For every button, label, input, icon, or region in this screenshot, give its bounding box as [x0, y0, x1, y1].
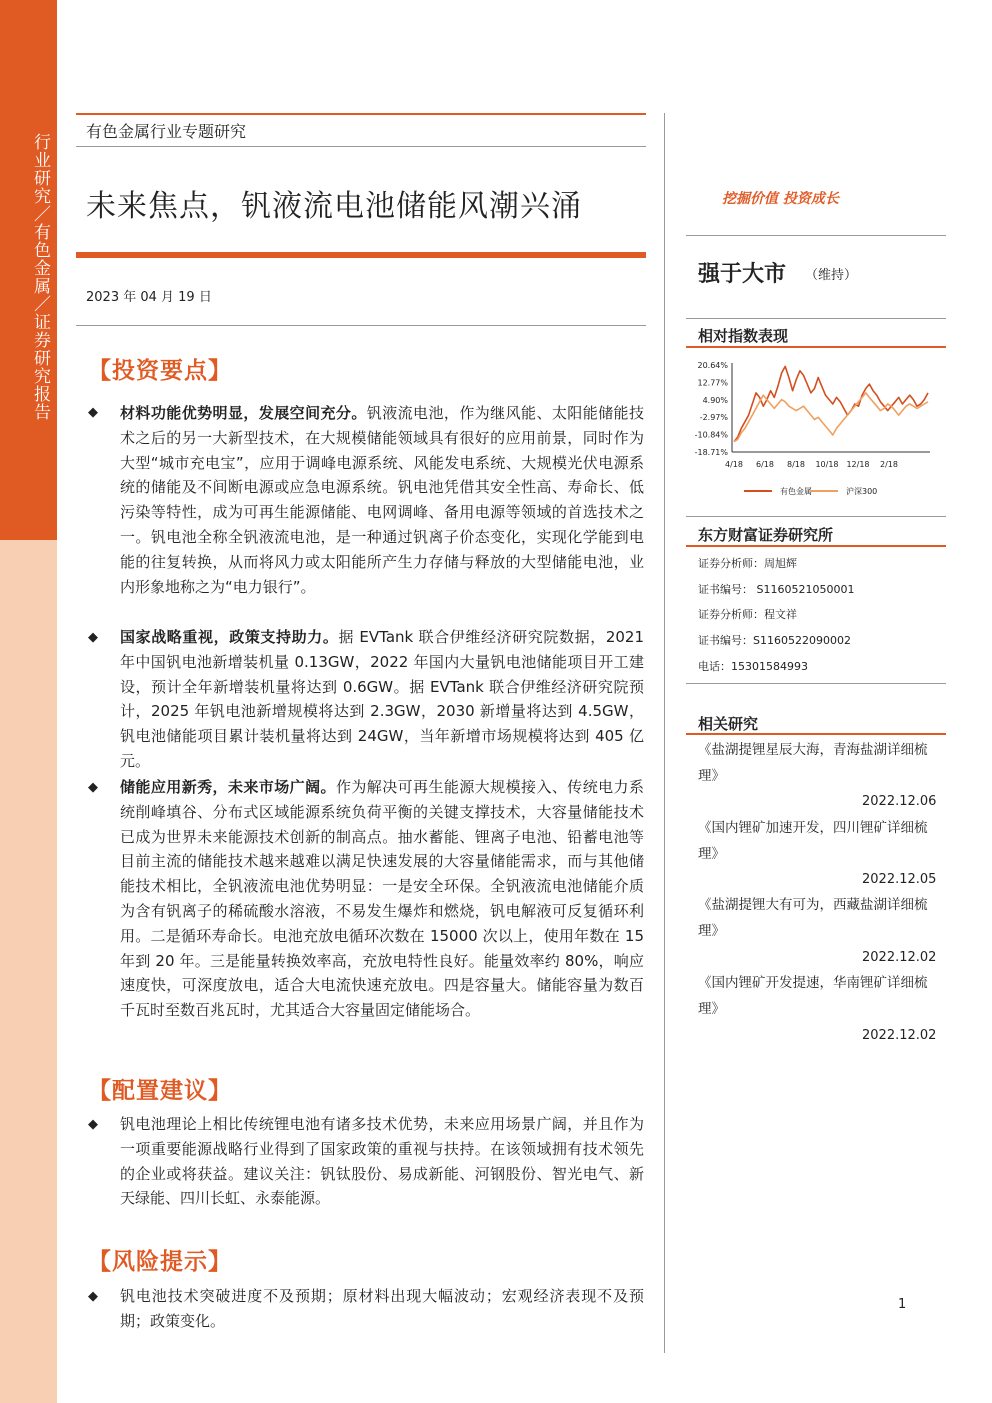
x-tick-label: 12/18 [846, 460, 870, 469]
related-date-4: 2022.12.02 [862, 1028, 937, 1043]
sidebar-label: 行业研究／有色金属／证券研究报告 [30, 133, 50, 421]
related-item-1[interactable]: 《盐湖提锂星辰大海，青海盐湖详细梳理》 [698, 742, 928, 784]
category-rule [76, 146, 646, 147]
date-rule [76, 325, 646, 326]
point-1-lead: 材料功能优势明显，发展空间充分。 [120, 404, 367, 422]
section-risk-title: 【风险提示】 [88, 1249, 232, 1275]
chart-bottom-rule [686, 516, 946, 517]
certificate-1: 证书编号： S1160521050001 [698, 583, 855, 596]
related-item-3[interactable]: 《盐湖提锂大有可为，西藏盐湖详细梳理》 [698, 897, 928, 939]
column-divider [664, 113, 665, 1353]
series-line-2 [734, 393, 928, 442]
related-date-3: 2022.12.02 [862, 950, 937, 965]
point-1-text: 钒液流电池，作为继风能、太阳能储能技术之后的另一大新型技术，在大规模储能领域具有很好的应用前景，同时作为大型“城市充电宝”，应用于调峰电源系统、风能发电系统、大规模光伏电源系统的储能及不间断电源或应急电源系统。钒电池凭借其安全性高、寿命长、低污染等特性，成为可再生能源储能、电网调峰、备用电源等领域的首选技术之一。钒电池全称全钒液流电池，是一种通过钒离子价态变化，实现化学能到电能的往复转换，从而将风力或太阳能所产生力存储与释放的大型储能电池，业内形象地称之为“电力银行”。 [120, 404, 644, 596]
y-tick-label: 12.77% [697, 378, 728, 388]
related-date-2: 2022.12.05 [862, 872, 937, 887]
point-1 [120, 401, 644, 599]
section-investment-title: 【投资要点】 [88, 358, 232, 384]
related-item-4[interactable]: 《国内锂矿开发提速，华南锂矿详细梳理》 [698, 975, 928, 1017]
x-tick-label: 10/18 [815, 460, 839, 469]
phone: 电话：15301584993 [698, 660, 808, 673]
section-allocation-title: 【配置建议】 [88, 1078, 232, 1104]
series-line-1 [734, 366, 928, 441]
bullet-icon: ◆ [88, 1117, 98, 1132]
y-tick-label: -10.84% [694, 430, 728, 440]
report-category: 有色金属行业专题研究 [86, 122, 247, 141]
x-tick-label: 2/18 [880, 460, 898, 469]
bullet-icon: ◆ [88, 405, 98, 420]
x-tick-label: 6/18 [756, 460, 774, 469]
related-title: 相关研究 [698, 715, 759, 733]
x-tick-label: 8/18 [787, 460, 805, 469]
chart-legend [744, 486, 877, 496]
sidebar-band-bottom [0, 540, 57, 1403]
point-2 [120, 625, 644, 774]
y-tick-label: 4.90% [702, 395, 728, 405]
x-tick-label: 4/18 [725, 460, 743, 469]
risk-text: 钒电池技术突破进度不及预期；原材料出现大幅波动；宏观经济表现不及预期；政策变化。 [120, 1287, 644, 1330]
page-number: 1 [898, 1297, 907, 1312]
related-item-2[interactable]: 《国内锂矿加速开发，四川锂矿详细梳理》 [698, 820, 928, 862]
relative-index-chart [686, 352, 946, 507]
institute-bottom-rule [686, 683, 946, 684]
rating-rule [686, 318, 946, 319]
point-3-lead: 储能应用新秀，未来市场广阔。 [120, 778, 336, 796]
header-top-rule [76, 113, 646, 115]
institute-head-rule [686, 545, 946, 547]
analyst-2: 证券分析师：程文祥 [698, 608, 797, 621]
bullet-icon: ◆ [88, 780, 98, 795]
report-date: 2023 年 04 月 19 日 [86, 290, 212, 305]
certificate-2: 证书编号：S1160522090002 [698, 634, 851, 647]
allocation-text: 钒电池理论上相比传统锂电池有诸多技术优势，未来应用场景广阔，并且作为一项重要能源战略行业得到了国家政策的重视与扶持。在该领域拥有技术领先的企业或将获益。建议关注：钒钛股份、易成新能、河钢股份、智光电气、新天绿能、四川长虹、永泰能源。 [120, 1115, 644, 1208]
point-2-lead: 国家战略重视，政策支持助力。 [120, 628, 339, 646]
chart-lines [734, 366, 928, 441]
chart-axes [695, 361, 930, 469]
point-3 [120, 775, 644, 1023]
institute-name: 东方财富证券研究所 [698, 526, 834, 544]
legend-label-2: 沪深300 [846, 487, 878, 496]
bullet-icon: ◆ [88, 630, 98, 645]
rating-sub: （维持） [805, 268, 858, 283]
point-2-text: 据 EVTank 联合伊维经济研究院数据，2021 年中国钒电池新增装机量 0.13GW，2022 年国内大量钒电池储能项目开工建设，预计全年新增装机量将达到 0.6GW。据 EVTank 联合伊维经济研究院预计，2025 年钒电池新增规模将达到 2.3GW，2030 新增量将达到 4.5GW，钒电池储能项目累计装机量将达到 24GW，当年新增市场规模将达到 405 亿元。 [120, 628, 644, 770]
title-rule [76, 252, 646, 258]
bullet-icon: ◆ [88, 1289, 98, 1304]
slogan-rule [686, 235, 946, 236]
legend-label-1: 有色金属 [780, 487, 812, 496]
analyst-1: 证券分析师：周旭辉 [698, 557, 797, 570]
page-title: 未来焦点，钒液流电池储能风潮兴涌 [86, 189, 582, 224]
y-tick-label: -2.97% [699, 413, 728, 423]
slogan: 挖掘价值 投资成长 [722, 191, 839, 207]
y-tick-label: -18.71% [694, 448, 728, 457]
related-date-1: 2022.12.06 [862, 794, 937, 809]
rating-label: 强于大市 [698, 262, 787, 287]
related-head-rule [686, 733, 946, 735]
chart-section-title: 相对指数表现 [698, 327, 789, 345]
point-3-text: 作为解决可再生能源大规模接入、传统电力系统削峰填谷、分布式区域能源系统负荷平衡的关键支撑技术，大容量储能技术已成为世界未来能源技术创新的制高点。抽水蓄能、锂离子电池、铅蓄电池等目前主流的储能技术越来越难以满足快速发展的大容量储能需求，而与其他储能技术相比，全钒液流电池优势明显：一是安全环保。全钒液流电池储能介质为含有钒离子的稀硫酸水溶液，不易发生爆炸和燃烧，钒电解液可反复循环利用。二是循环寿命长。电池充放电循环次数在 15000 次以上，使用年数在 15 年到 20 年。三是能量转换效率高，充放电特性良好。能量效率约 80%，响应速度快，可深度放电，适合大电流快速充放电。四是容量大。储能容量为数百千瓦时至数百兆瓦时，尤其适合大容量固定储能场合。 [120, 778, 644, 1020]
chart-head-rule [686, 346, 946, 348]
y-tick-label: 20.64% [697, 361, 728, 370]
